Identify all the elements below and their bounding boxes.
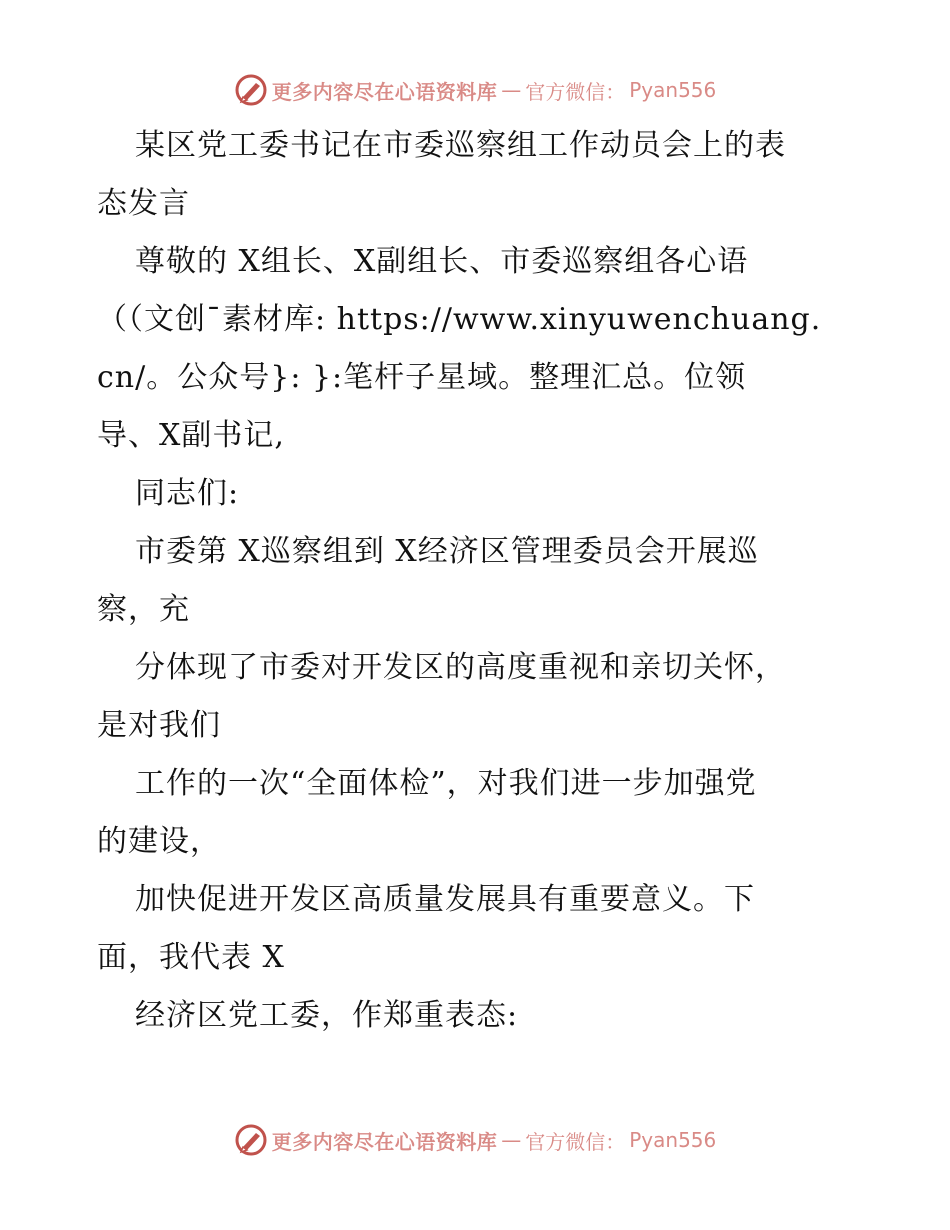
footer-separator: —: [501, 1128, 522, 1152]
paragraph-line-6: 的建设，: [97, 824, 221, 859]
footer-watermark-banner: [0, 1118, 950, 1162]
header-watermark-banner: [0, 68, 950, 112]
footer-official-label: 官方微信：: [525, 1129, 626, 1154]
salutation-line-1: 尊敬的 X组长、X副组长、市委巡察组各心语: [135, 244, 749, 279]
header-official-label: 官方微信：: [525, 79, 626, 104]
pen-logo-icon: [234, 1123, 268, 1157]
salutation-line-2: （（文创¯素材库: https://www.xinyuwenchuang.: [97, 302, 822, 337]
salutation-line-3: cn/。公众号}: }:笔杆子星域。整理汇总。位领: [97, 360, 747, 395]
footer-brand-text: 更多内容尽在心语资料库: [271, 1129, 498, 1154]
footer-watermark: [234, 1123, 717, 1157]
footer-account: Pyan556: [629, 1128, 717, 1152]
paragraph-line-8: 面，我代表 X: [97, 940, 285, 975]
paragraph-line-3: 分体现了市委对开发区的高度重视和亲切关怀，: [135, 650, 786, 685]
header-watermark: [234, 73, 717, 107]
document-body: [97, 117, 877, 1045]
header-account: Pyan556: [629, 78, 717, 102]
salutation-line-4: 导、X副书记,: [97, 418, 285, 453]
paragraph-line-9: 经济区党工委，作郑重表态:: [135, 998, 519, 1033]
pen-logo-icon: [234, 73, 268, 107]
paragraph-line-5: 工作的一次“全面体检”，对我们进一步加强党: [135, 766, 757, 801]
greeting-line: 同志们:: [135, 476, 240, 511]
title-line-1: 某区党工委书记在市委巡察组工作动员会上的表: [135, 128, 786, 163]
header-brand-text: 更多内容尽在心语资料库: [271, 79, 498, 104]
header-separator: —: [501, 78, 522, 102]
paragraph-line-7: 加快促进开发区高质量发展具有重要意义。下: [135, 882, 755, 917]
paragraph-line-2: 察，充: [97, 592, 190, 627]
paragraph-line-1: 市委第 X巡察组到 X经济区管理委员会开展巡: [135, 534, 759, 569]
paragraph-line-4: 是对我们: [97, 708, 221, 743]
title-line-2: 态发言: [97, 186, 190, 221]
